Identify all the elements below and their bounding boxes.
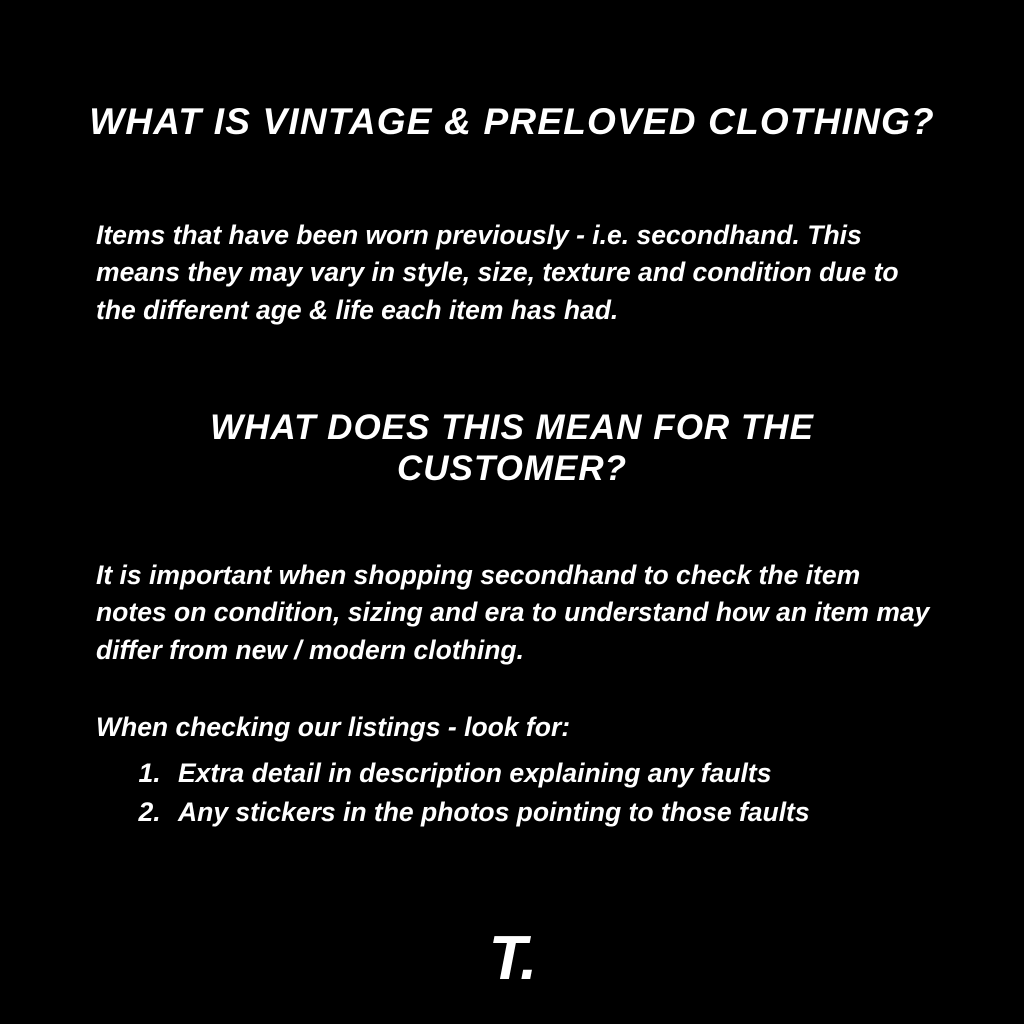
section-heading-customer: WHAT DOES THIS MEAN FOR THE CUSTOMER? <box>210 408 814 489</box>
checklist <box>126 754 946 832</box>
page-title: WHAT IS VINTAGE & PRELOVED CLOTHING? <box>89 100 935 142</box>
customer-advice-paragraph: It is important when shopping secondhand to check the item notes on condition, sizing and era to understand how an item may differ from new / modern clothing. <box>96 559 930 665</box>
list-item: 2. Any stickers in the photos pointing to those faults <box>168 793 946 832</box>
brand-logo: T. <box>488 924 536 993</box>
listings-intro-paragraph: When checking our listings - look for: <box>96 711 571 742</box>
list-item: 1. Extra detail in description explaining any faults <box>168 754 946 793</box>
definition-paragraph: Items that have been worn previously - i.e. secondhand. This means they may vary in style, size, texture and condition due to the different age & life each item has had. <box>96 219 899 325</box>
